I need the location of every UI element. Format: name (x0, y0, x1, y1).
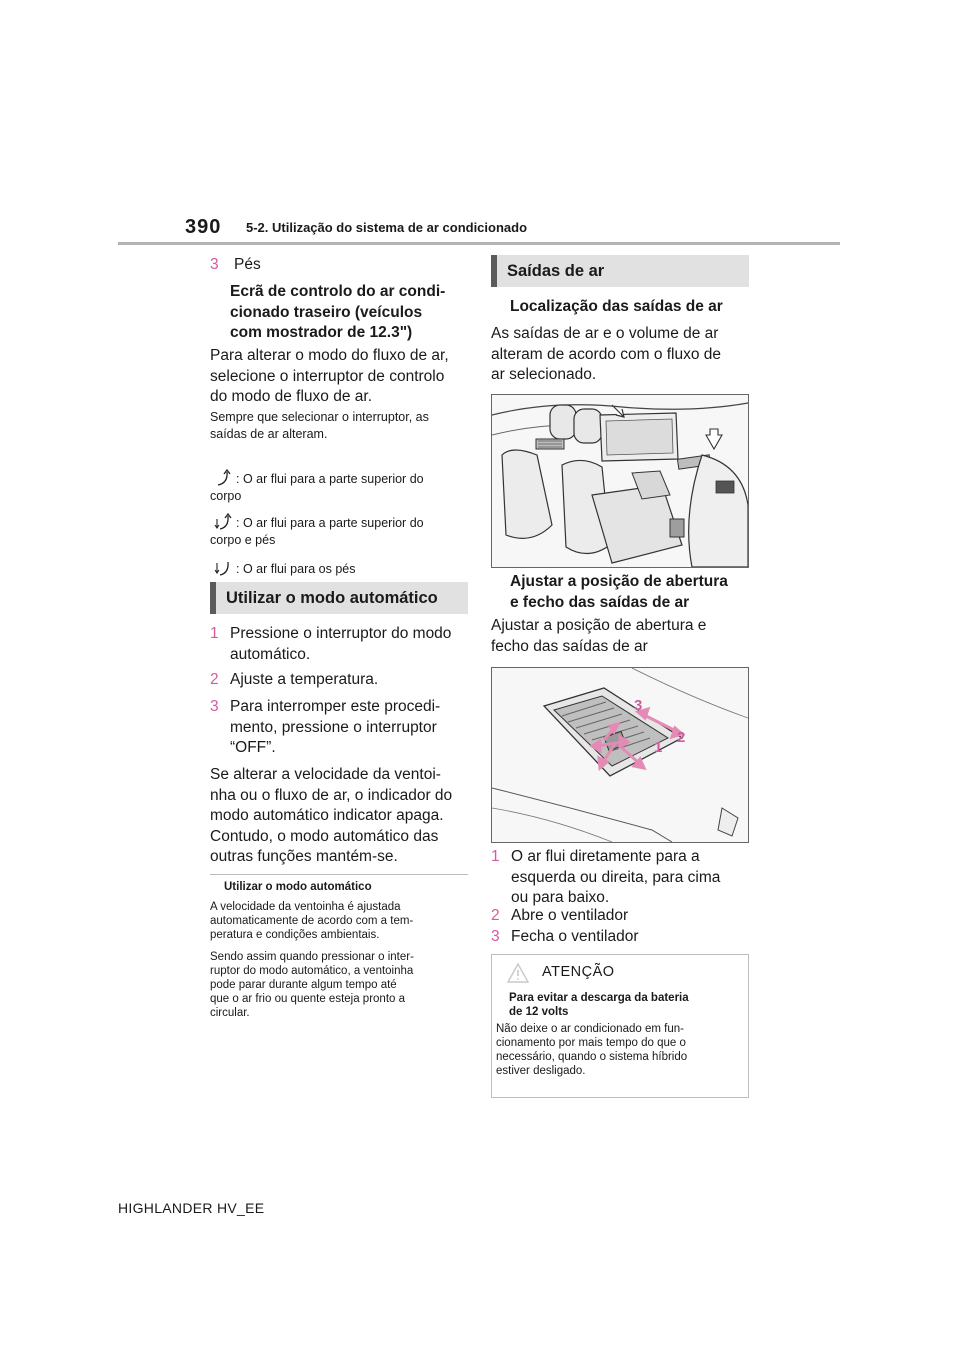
note-divider (210, 874, 468, 875)
vent-adjust-drawing (492, 668, 748, 842)
paragraph-adjust-vents: Ajustar a posição de abertura e fecho das saídas de ar (491, 617, 707, 655)
airflow-upper-feet-icon (214, 513, 234, 531)
sub-heading-adjust-vents: Ajustar a posição de abertura e fecho das saídas de ar (510, 573, 728, 611)
sub-heading-vent-location: Localização das saídas de ar (510, 298, 723, 315)
illustration-vent-adjust (491, 667, 749, 843)
step-number: 1 (491, 848, 500, 865)
callout-1: 1 (654, 739, 663, 756)
caution-box (491, 954, 749, 1098)
icon-line-feet (210, 542, 472, 578)
note-title: Utilizar o modo automático (224, 881, 372, 893)
note-vents-change: Sempre que selecionar o interruptor, as saídas de ar alteram. (210, 410, 429, 441)
paragraph-airflow-mode: Para alterar o modo do fluxo de ar, selecione o interruptor de controlo do modo de fluxo de ar. (210, 347, 449, 405)
footer-model: HIGHLANDER HV_EE (118, 1200, 265, 1216)
callout-3: 3 (634, 697, 643, 714)
heading-air-vents: Saídas de ar (491, 255, 749, 287)
section-title: 5-2. Utilização do sistema de ar condicionado (246, 220, 528, 235)
step-text: Ajuste a temperatura. (230, 671, 379, 688)
paragraph-vent-location: As saídas de ar e o volume de ar alteram de acordo com o fluxo de ar selecionado. (491, 325, 722, 383)
icon-line-text: : O ar flui para a parte superior do corpo e pés (210, 516, 424, 547)
caution-label: ATENÇÃO (542, 964, 615, 980)
caution-title: Para evitar a descarga da bateria de 12 volts (509, 992, 689, 1018)
step-number: 3 (210, 698, 219, 715)
caution-header (492, 955, 748, 989)
illustration-vehicle-interior (491, 394, 749, 568)
step-3 (210, 697, 472, 761)
note-paragraph-2: Sendo assim quando pressionar o inter- ruptor do modo automático, a ventoinha pode parar durante algum tempo até que o ar frio ou quente esteja pronto a circular. (210, 951, 414, 1019)
vent-step-3 (491, 927, 753, 949)
item-text: Pés (234, 256, 261, 273)
paragraph-auto-indicator: Se alterar a velocidade da ventoi- nha ou o fluxo de ar, o indicador do modo automático indicator apaga. Contudo, o modo automático das outras funções mantém-se. (210, 766, 453, 865)
sub-heading-rear-screen: Ecrã de controlo do ar condi- cionado traseiro (veículos com mostrador de 12.3") (230, 283, 446, 341)
icon-line-text: : O ar flui para a parte superior do corpo (210, 472, 424, 503)
caution-body: Não deixe o ar condicionado em fun- cionamento por mais tempo do que o necessário, quando o sistema híbrido estiver desligado. (496, 1023, 688, 1077)
icon-line-text: : O ar flui para os pés (236, 562, 356, 576)
header-rule (118, 242, 840, 245)
item-number: 3 (210, 256, 219, 273)
step-2 (210, 670, 472, 692)
step-number: 3 (491, 928, 500, 945)
heading-auto-mode: Utilizar o modo automático (210, 582, 468, 614)
vent-step-1 (491, 847, 753, 911)
step-text: Fecha o ventilador (511, 928, 639, 945)
step-number: 2 (491, 907, 500, 924)
airflow-feet-icon (214, 559, 234, 577)
airflow-upper-icon (214, 469, 234, 487)
step-text: O ar flui diretamente para a esquerda ou direita, para cima ou para baixo. (511, 848, 721, 906)
step-number: 2 (210, 671, 219, 688)
step-number: 1 (210, 625, 219, 642)
callout-2: 2 (677, 729, 686, 746)
vent-step-2 (491, 906, 753, 928)
step-1 (210, 624, 472, 668)
list-item-feet (210, 255, 468, 277)
note-paragraph-1: A velocidade da ventoinha é ajustada automaticamente de acordo com a tem- peratura e condições ambientais. (210, 901, 414, 941)
page-number: 390 (185, 216, 222, 238)
warning-triangle-icon (507, 963, 529, 983)
vehicle-interior-drawing (492, 395, 748, 567)
step-text: Para interromper este procedi- mento, pressione o interruptor “OFF”. (230, 698, 441, 756)
step-text: Abre o ventilador (511, 907, 629, 924)
step-text: Pressione o interruptor do modo automático. (230, 625, 452, 663)
